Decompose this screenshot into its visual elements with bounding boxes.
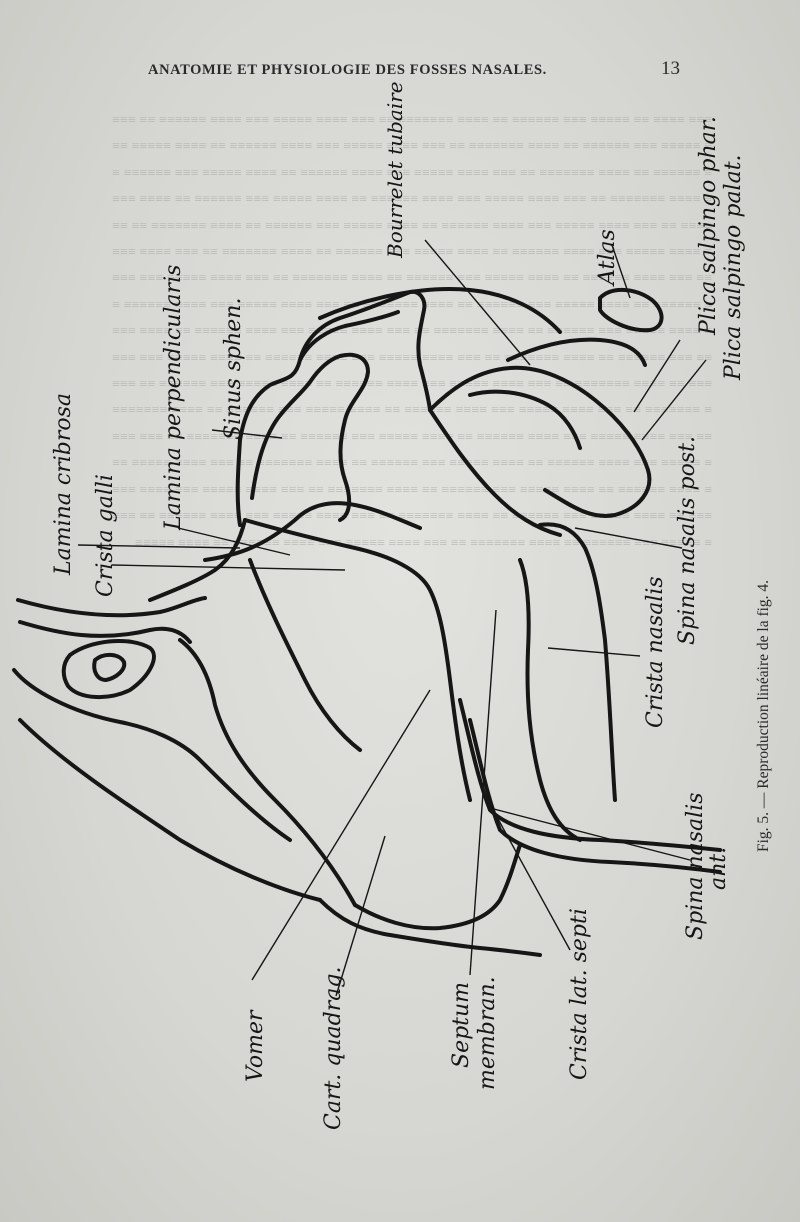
label-atlas: Atlas [595, 229, 620, 285]
premaxilla-outline [355, 845, 520, 928]
posterior-septum-outline [540, 524, 615, 800]
torus-tubarius-inner [470, 392, 580, 448]
cribriform-plate-inner [20, 622, 190, 642]
label-vomer: Vomer [243, 1010, 268, 1082]
label-crista-galli: Crista galli [93, 474, 118, 597]
label-lamina-cribrosa: Lamina cribrosa [51, 392, 76, 575]
quadrangular-cartilage-outline [245, 520, 470, 800]
frontal-sinus-outline [64, 641, 154, 697]
figure-outlines [14, 289, 720, 955]
septal-ridge [250, 560, 360, 750]
label-spina-nasalis: Spina nasalis [683, 792, 708, 940]
sphenoid-sinus-outline [252, 355, 368, 520]
frontal-sinus-inner [94, 655, 124, 680]
atlas-outline [600, 290, 662, 330]
leader-crista-nasalis [548, 648, 640, 656]
clivus-outline [430, 410, 560, 535]
cribriform-plate-outline [18, 598, 205, 615]
running-title: ANATOMIE ET PHYSIOLOGIE DES FOSSES NASALES. [148, 62, 547, 78]
leader-septum-membran [470, 610, 496, 975]
perpendicular-plate-outline [180, 640, 355, 905]
leader-plica-salpingo-palat [642, 360, 706, 440]
label-sinus-sphen: Sinus sphen. [221, 297, 246, 440]
pharyngeal-fold [508, 340, 645, 365]
label-plica-salpingo-palat: Plica salpingo palat. [721, 154, 746, 380]
label-spina-nasalis-post: Spina nasalis post. [675, 436, 700, 645]
label-cart-quadrag: Cart. quadrag. [321, 966, 346, 1130]
label-membran: membran. [475, 976, 500, 1090]
anterior-septum-outline [20, 720, 320, 900]
figure-caption: Fig. 5. — Reproduction linéaire de la fig. 4. [755, 579, 772, 852]
label-bourrelet-tubaire: Bourrelet tubaire [383, 81, 407, 258]
label-crista-nasalis: Crista nasalis [643, 576, 668, 728]
choana-outline [520, 560, 580, 840]
nasal-roof-outline [14, 670, 290, 840]
show-through-texture: ≡≡≡ ≡≡≡≡ ≡≡ ≡≡≡≡≡ ≡≡≡ ≡≡≡≡≡≡ ≡≡ ≡≡≡≡ ≡≡≡≡≡≡≡ ≡≡ ≡≡≡ ≡≡≡≡ ≡≡≡≡≡ ≡≡≡ ≡≡≡≡ ≡≡≡≡≡≡ ≡≡ ≡≡≡≡ ≡≡≡≡≡ ≡≡≡ ≡≡≡≡≡≡ ≡≡ ≡≡≡≡ ≡≡≡≡≡≡≡ ≡≡ ≡≡≡ ≡≡≡≡ ≡≡≡≡≡ ≡≡≡ ≡≡≡≡ ≡≡≡≡≡≡ ≡≡ ≡≡≡≡ ≡≡≡≡≡ ≡≡≡ ≡≡≡≡≡≡ ≡≡ ≡≡≡≡ ≡≡≡≡≡≡≡ ≡≡ ≡≡≡ ≡≡≡≡ ≡≡≡≡≡ ≡≡≡ ≡≡≡≡ ≡≡≡≡≡≡ ≡≡ ≡≡≡≡ ≡≡≡≡≡ ≡≡≡ ≡≡≡≡≡≡ ≡≡ ≡≡≡≡ ≡≡≡≡≡≡≡ ≡≡ ≡≡≡ ≡≡≡≡ ≡≡≡≡≡ ≡≡≡ ≡≡≡≡ ≡≡≡≡≡≡ ≡≡ ≡≡≡≡ ≡≡≡≡≡ ≡≡≡ ≡≡≡≡≡≡ ≡≡ ≡≡≡≡ ≡≡≡≡≡≡≡ ≡≡ ≡≡≡ ≡≡≡≡ ≡≡≡≡≡ ≡≡≡ ≡≡≡≡ ≡≡≡≡≡≡ ≡≡ ≡≡≡≡ ≡≡≡≡≡ ≡≡≡ ≡≡≡≡≡≡ ≡≡ ≡≡≡≡ ≡≡≡≡≡≡≡ ≡≡ ≡≡≡ ≡≡≡≡ ≡≡≡≡≡ ≡≡≡ ≡≡≡≡ ≡≡≡≡≡≡ ≡≡ ≡≡≡≡ ≡≡≡≡≡ ≡≡≡ ≡≡≡≡≡≡ ≡≡ ≡≡≡≡ ≡≡≡≡≡≡≡ ≡≡ ≡≡≡ ≡≡≡≡ ≡≡≡≡≡ ≡≡≡ ≡≡≡≡ ≡≡≡≡≡≡ ≡≡ ≡≡≡≡ ≡≡≡≡≡ ≡≡≡ ≡≡≡≡≡≡ ≡≡ ≡≡≡≡ ≡≡≡≡≡≡≡ ≡≡ ≡≡≡ ≡≡≡≡ ≡≡≡≡≡ ≡≡≡ ≡≡≡≡ ≡≡≡≡≡≡ ≡≡ ≡≡≡≡ ≡≡≡≡≡ ≡≡≡ ≡≡≡≡≡≡ ≡≡ ≡≡≡≡ ≡≡≡≡≡≡≡ ≡≡ ≡≡≡ ≡≡≡≡ ≡≡≡≡≡ ≡≡≡ ≡≡≡≡ ≡≡≡≡≡≡ ≡≡ ≡≡≡≡ ≡≡≡≡≡ ≡≡≡ ≡≡≡≡≡≡ ≡≡ ≡≡≡≡ ≡≡≡≡≡≡≡ ≡≡ ≡≡≡ ≡≡≡≡ ≡≡≡≡≡ ≡≡≡ ≡≡≡≡ ≡≡≡≡≡≡ ≡≡ ≡≡≡≡ ≡≡≡≡≡ ≡≡≡ ≡≡≡≡≡≡ ≡≡ ≡≡≡≡ ≡≡≡≡≡≡≡ ≡≡ ≡≡≡ ≡≡≡≡ ≡≡≡≡≡ ≡≡≡ ≡≡≡≡ ≡≡≡≡≡≡ ≡≡ ≡≡≡≡ ≡≡≡≡≡ ≡≡≡ ≡≡≡≡≡≡ ≡≡ ≡≡≡≡ ≡≡≡≡≡≡≡ ≡≡ ≡≡≡ ≡≡≡≡ ≡≡≡≡≡ ≡≡≡ ≡≡≡≡ ≡≡≡≡≡≡ ≡≡ ≡≡≡≡ ≡≡≡≡≡ ≡≡≡ ≡≡≡≡≡≡ ≡≡ ≡≡≡≡ ≡≡≡≡≡≡≡ ≡≡ ≡≡≡ ≡≡≡≡ ≡≡≡≡≡ ≡≡≡ ≡≡≡≡ ≡≡≡≡≡≡ ≡≡ ≡≡≡≡ ≡≡≡≡≡ ≡≡≡ ≡≡≡≡≡≡ ≡≡ ≡≡≡≡ ≡≡≡≡≡≡≡ ≡≡ ≡≡≡ ≡≡≡≡ ≡≡≡≡≡ ≡≡≡ ≡≡≡≡ ≡≡≡≡≡≡ ≡≡ ≡≡≡≡ ≡≡≡≡≡ ≡≡≡ ≡≡≡≡≡≡ ≡≡ ≡≡≡≡ ≡≡≡≡≡≡≡ ≡≡ ≡≡≡ ≡≡≡≡ ≡≡≡≡≡ ≡≡≡ ≡≡≡≡ ≡≡≡≡≡≡ ≡≡ ≡≡≡≡ ≡≡≡≡≡ ≡≡≡ ≡≡≡≡≡≡ ≡≡ ≡≡≡≡ ≡≡≡≡≡≡≡ ≡≡ ≡≡≡ ≡≡≡≡ ≡≡≡≡≡ ≡≡≡ ≡≡≡≡ ≡≡≡≡≡≡ ≡≡ ≡≡≡≡ ≡≡≡≡≡ ≡≡≡ ≡≡≡≡≡≡ ≡≡ ≡≡≡≡ ≡≡≡≡≡≡≡ ≡≡ ≡≡≡ ≡≡≡≡ ≡≡≡≡≡ ≡≡≡ ≡≡≡≡ ≡≡≡≡≡≡ ≡≡ ≡≡≡≡ ≡≡≡≡≡ ≡≡≡ ≡≡≡≡≡≡ ≡≡ ≡≡≡≡ ≡≡≡≡≡≡≡ ≡≡ ≡≡≡ ≡≡≡≡ ≡≡≡≡≡ ≡≡≡ ≡≡≡≡ ≡≡≡≡≡≡ ≡≡ ≡≡≡≡ ≡≡≡≡≡ ≡≡≡ ≡≡≡≡≡≡ ≡≡ ≡≡≡≡ ≡≡≡≡≡≡≡ ≡≡ ≡≡≡ ≡≡≡≡ ≡≡≡≡≡ ≡≡≡ ≡≡≡≡ ≡≡≡≡≡≡ ≡≡ ≡≡≡≡ ≡≡≡≡≡ [112, 113, 712, 551]
label-ant: ant. [706, 846, 731, 890]
label-septum: Septum [449, 981, 474, 1068]
label-crista-lat-septi: Crista lat. septi [567, 908, 592, 1080]
sphenoid-body-outline [238, 292, 430, 525]
leader-crista-galli [112, 565, 345, 570]
leader-spina-nasalis-post [575, 528, 682, 548]
label-plica-salpingo-phar: Plica salpingo phar. [696, 116, 721, 335]
leader-spina-nasalis-ant [490, 808, 690, 860]
page-number: 13 [661, 58, 680, 79]
torus-tubarius-outline [430, 368, 649, 516]
label-lamina-perpendicularis: Lamina perpendicularis [161, 264, 186, 530]
